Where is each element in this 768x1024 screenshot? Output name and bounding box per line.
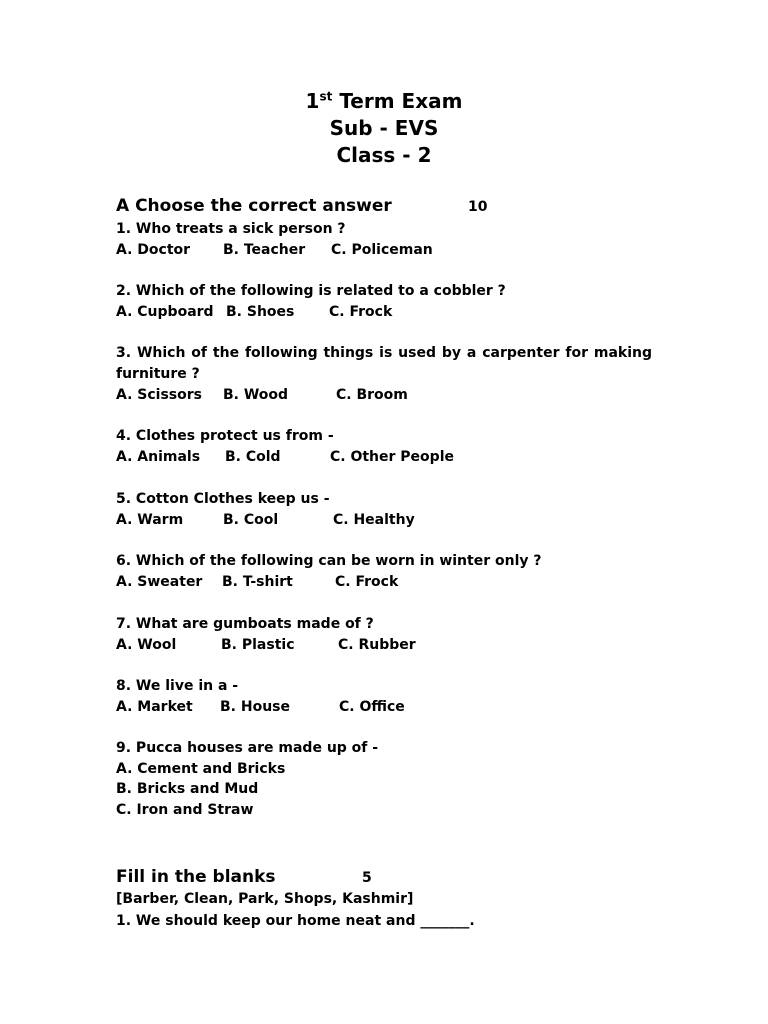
q2-option-a: A. Cupboard: [116, 304, 214, 320]
question-2: 2. Which of the following is related to a cobbler ?: [116, 283, 506, 299]
q6-option-a: A. Sweater: [116, 574, 203, 590]
q4-option-a: A. Animals: [116, 449, 201, 465]
exam-header: [0, 88, 768, 169]
question-5: 5. Cotton Clothes keep us -: [116, 491, 330, 507]
q9-option-a: A. Cement and Bricks: [116, 761, 286, 777]
exam-term-title: 1st Term Exam: [305, 89, 463, 113]
section-b-marks: 5: [362, 870, 372, 886]
exam-class: Class - 2: [336, 143, 432, 167]
q5-option-a: A. Warm: [116, 512, 184, 528]
q6-option-b: B. T-shirt: [222, 574, 293, 590]
q4-option-c: C. Other People: [330, 449, 454, 465]
section-a-marks: 10: [468, 199, 488, 215]
q8-option-a: A. Market: [116, 699, 193, 715]
q5-option-b: B. Cool: [223, 512, 279, 528]
q2-option-b: B. Shoes: [226, 304, 295, 320]
question-8: 8. We live in a -: [116, 678, 239, 694]
q3-option-c: C. Broom: [336, 387, 408, 403]
q9-option-c: C. Iron and Straw: [116, 802, 254, 818]
section-a-title: A Choose the correct answer: [116, 196, 392, 216]
q8-option-c: C. Office: [339, 699, 405, 715]
q4-option-b: B. Cold: [225, 449, 281, 465]
q8-option-b: B. House: [220, 699, 290, 715]
section-b-title: Fill in the blanks: [116, 867, 276, 887]
word-bank: [Barber, Clean, Park, Shops, Kashmir]: [116, 891, 414, 907]
question-9: 9. Pucca houses are made up of -: [116, 740, 379, 756]
q7-option-a: A. Wool: [116, 637, 177, 653]
q2-option-c: C. Frock: [329, 304, 393, 320]
q1-option-c: C. Policeman: [331, 242, 433, 258]
q6-option-c: C. Frock: [335, 574, 399, 590]
exam-subject: Sub - EVS: [329, 116, 439, 140]
q7-option-b: B. Plastic: [221, 637, 295, 653]
fill-blank-1: 1. We should keep our home neat and _______.: [116, 913, 475, 929]
q3-option-b: B. Wood: [223, 387, 289, 403]
question-3: 3. Which of the following things is used by a carpenter for making furniture ?: [116, 345, 652, 382]
q1-option-b: B. Teacher: [223, 242, 306, 258]
q7-option-c: C. Rubber: [338, 637, 416, 653]
question-7: 7. What are gumboats made of ?: [116, 616, 374, 632]
question-4: 4. Clothes protect us from -: [116, 428, 334, 444]
question-1: 1. Who treats a sick person ?: [116, 221, 346, 237]
q9-option-b: B. Bricks and Mud: [116, 781, 259, 797]
q1-option-a: A. Doctor: [116, 242, 191, 258]
question-6: 6. Which of the following can be worn in winter only ?: [116, 553, 542, 569]
q5-option-c: C. Healthy: [333, 512, 415, 528]
q3-option-a: A. Scissors: [116, 387, 202, 403]
